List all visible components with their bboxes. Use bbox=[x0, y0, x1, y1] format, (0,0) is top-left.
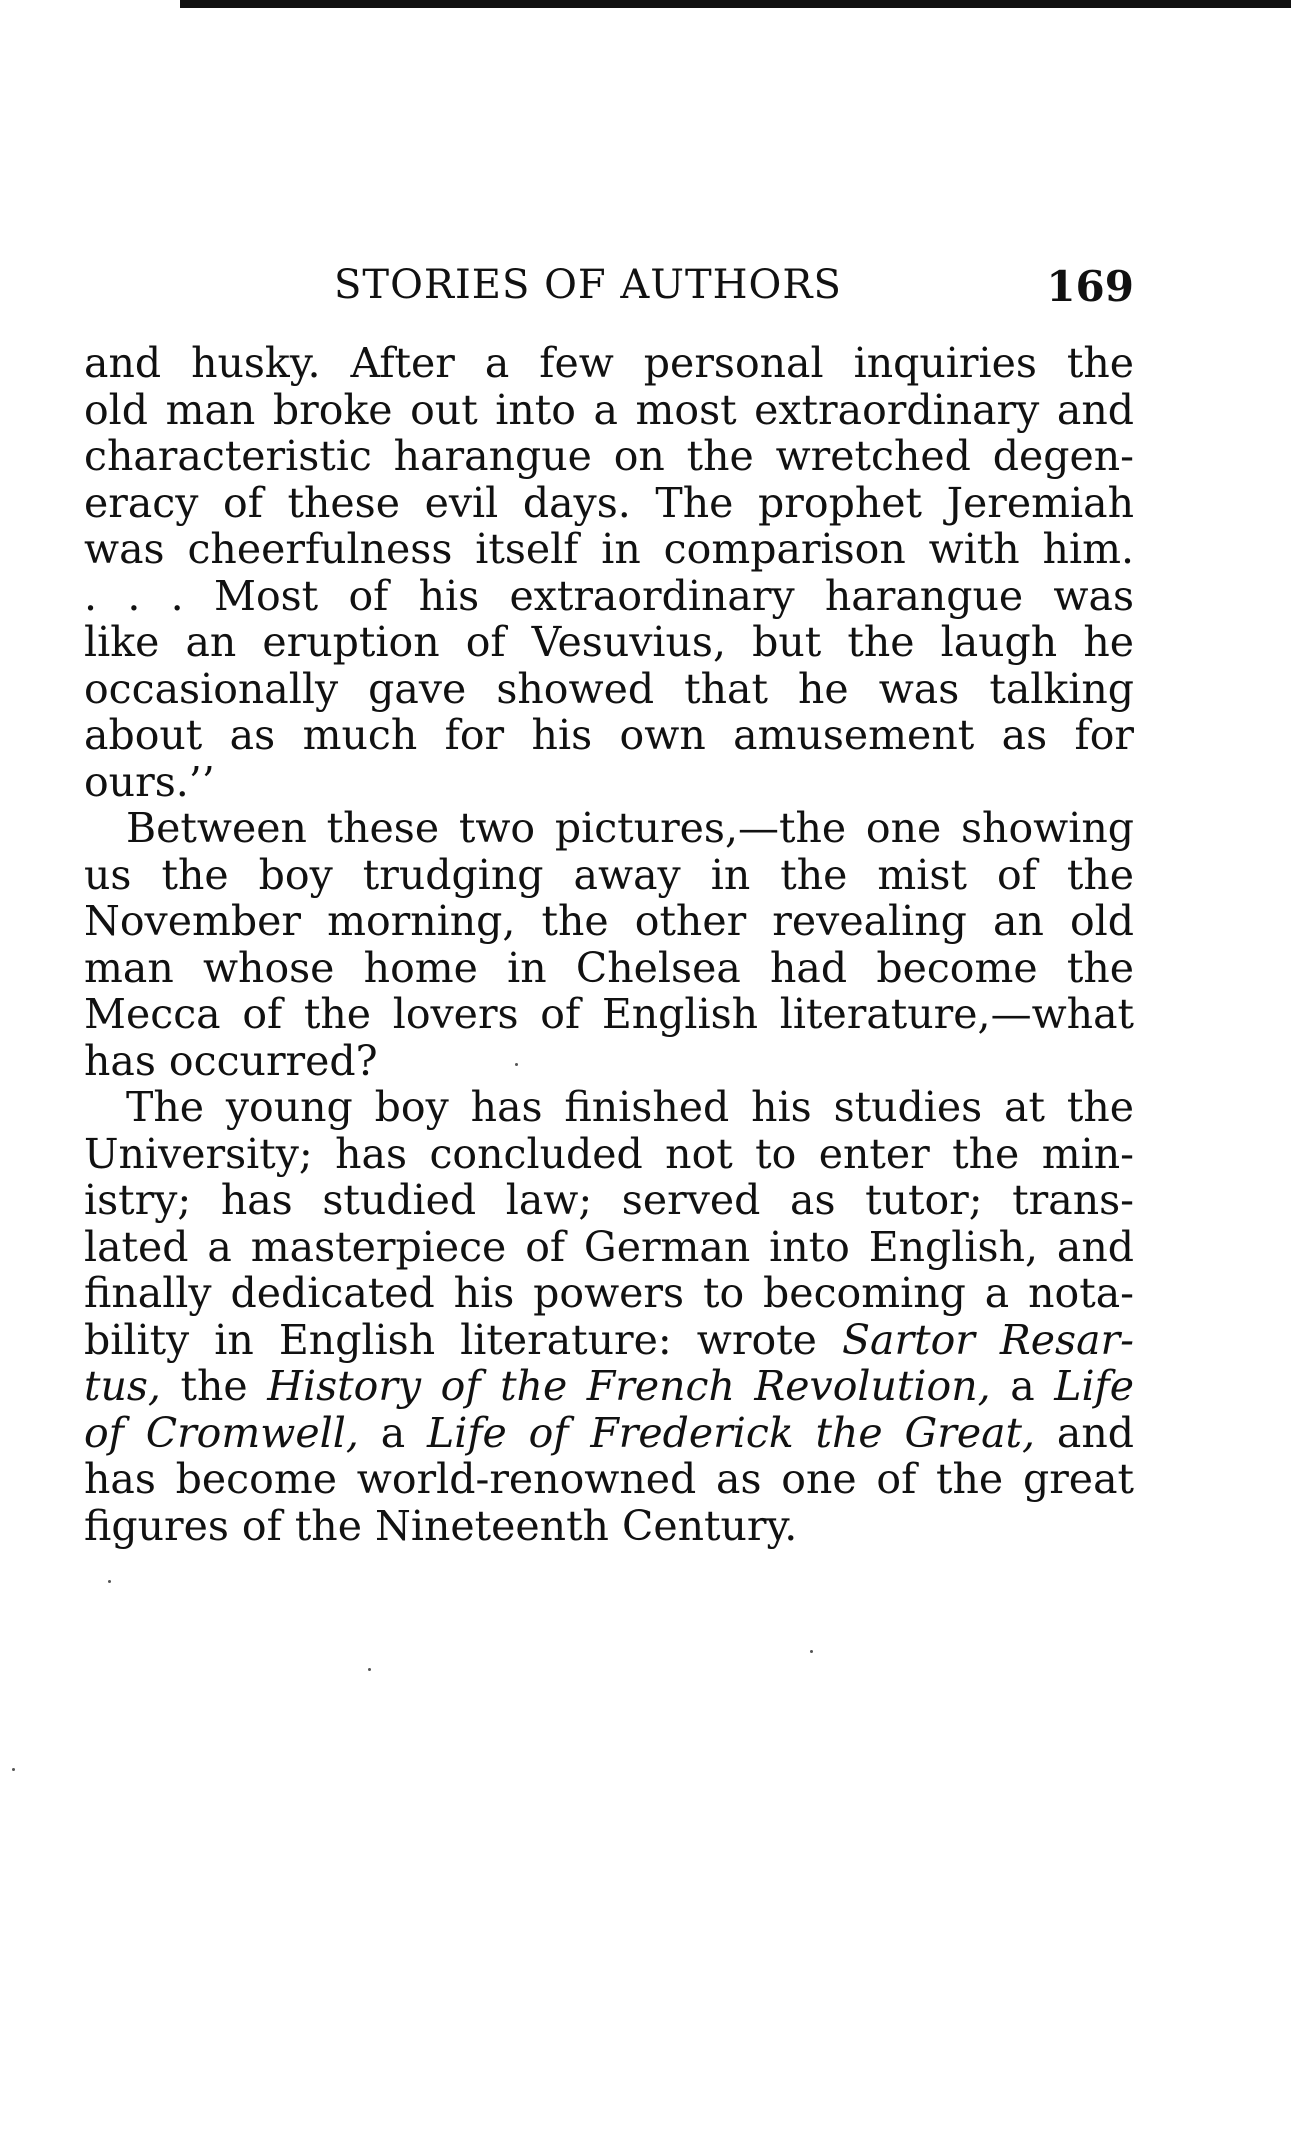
text-line: finally dedicated his powers to becoming a nota- bbox=[84, 1270, 1134, 1317]
book-title-sartor-resartus-cont: tus, bbox=[84, 1363, 161, 1410]
text-line: University; has concluded not to enter the min- bbox=[84, 1130, 1134, 1177]
text-line: like an eruption of Vesuvius, but the laugh he bbox=[84, 619, 1134, 666]
text-line: man whose home in Chelsea had become the bbox=[84, 944, 1134, 991]
running-title: STORIES OF AUTHORS bbox=[334, 262, 842, 308]
book-title-frederick-the-great: Life of Frederick the Great, bbox=[427, 1409, 1036, 1456]
text-line-mixed bbox=[84, 1317, 1134, 1364]
text-run: bility in English literature: wrote bbox=[84, 1316, 817, 1363]
text-line-mixed bbox=[84, 1410, 1134, 1457]
text-line: was cheerfulness itself in comparison with him. bbox=[84, 526, 1134, 573]
top-rule bbox=[180, 0, 1291, 8]
book-title-french-revolution: History of the French Revolution, bbox=[267, 1363, 991, 1410]
scan-speck bbox=[108, 1580, 111, 1583]
text-line: November morning, the other revealing an old bbox=[84, 898, 1134, 945]
text-line: occasionally gave showed that he was talking bbox=[84, 665, 1134, 712]
text-line: figures of the Nineteenth Century. bbox=[84, 1502, 798, 1549]
paragraph-1 bbox=[84, 340, 1134, 805]
scan-speck bbox=[515, 1063, 518, 1066]
scan-speck bbox=[12, 1768, 15, 1771]
page-number: 169 bbox=[1046, 262, 1134, 311]
body-text bbox=[84, 340, 1134, 1549]
text-line: characteristic harangue on the wretched degen- bbox=[84, 433, 1134, 480]
text-line: istry; has studied law; served as tutor; trans- bbox=[84, 1177, 1134, 1224]
text-run: a bbox=[990, 1363, 1055, 1410]
text-line-mixed bbox=[84, 1363, 1134, 1410]
scan-speck bbox=[368, 1668, 371, 1671]
book-title-life-of-cromwell: Life bbox=[1054, 1363, 1134, 1410]
text-run: the bbox=[160, 1363, 268, 1410]
text-line: about as much for his own amusement as for bbox=[84, 712, 1134, 759]
text-line: has become world-renowned as one of the great bbox=[84, 1456, 1134, 1503]
text-line: Between these two pictures,—the one showing bbox=[126, 805, 1134, 852]
text-line: has occurred? bbox=[84, 1037, 378, 1084]
text-line: . . . Most of his extraordinary harangue was bbox=[84, 572, 1134, 619]
paragraph-3 bbox=[84, 1084, 1134, 1549]
paragraph-2 bbox=[84, 805, 1134, 1084]
text-line: us the boy trudging away in the mist of the bbox=[84, 851, 1134, 898]
text-line: old man broke out into a most extraordinary and bbox=[84, 386, 1134, 433]
text-line: lated a masterpiece of German into English, and bbox=[84, 1223, 1134, 1270]
text-line: ours.’’ bbox=[84, 758, 215, 805]
text-run: and bbox=[1035, 1409, 1134, 1456]
text-run: a bbox=[358, 1409, 427, 1456]
book-title-sartor-resartus: Sartor Resar- bbox=[841, 1316, 1134, 1363]
book-title-life-of-cromwell-cont: of Cromwell, bbox=[84, 1409, 359, 1456]
scan-speck bbox=[810, 1650, 813, 1653]
text-line: eracy of these evil days. The prophet Jeremiah bbox=[84, 479, 1134, 526]
text-line: and husky. After a few personal inquiries the bbox=[84, 340, 1134, 387]
running-head bbox=[84, 258, 1134, 311]
text-line: The young boy has finished his studies at the bbox=[126, 1084, 1134, 1131]
text-line: Mecca of the lovers of English literature,—what bbox=[84, 991, 1134, 1038]
